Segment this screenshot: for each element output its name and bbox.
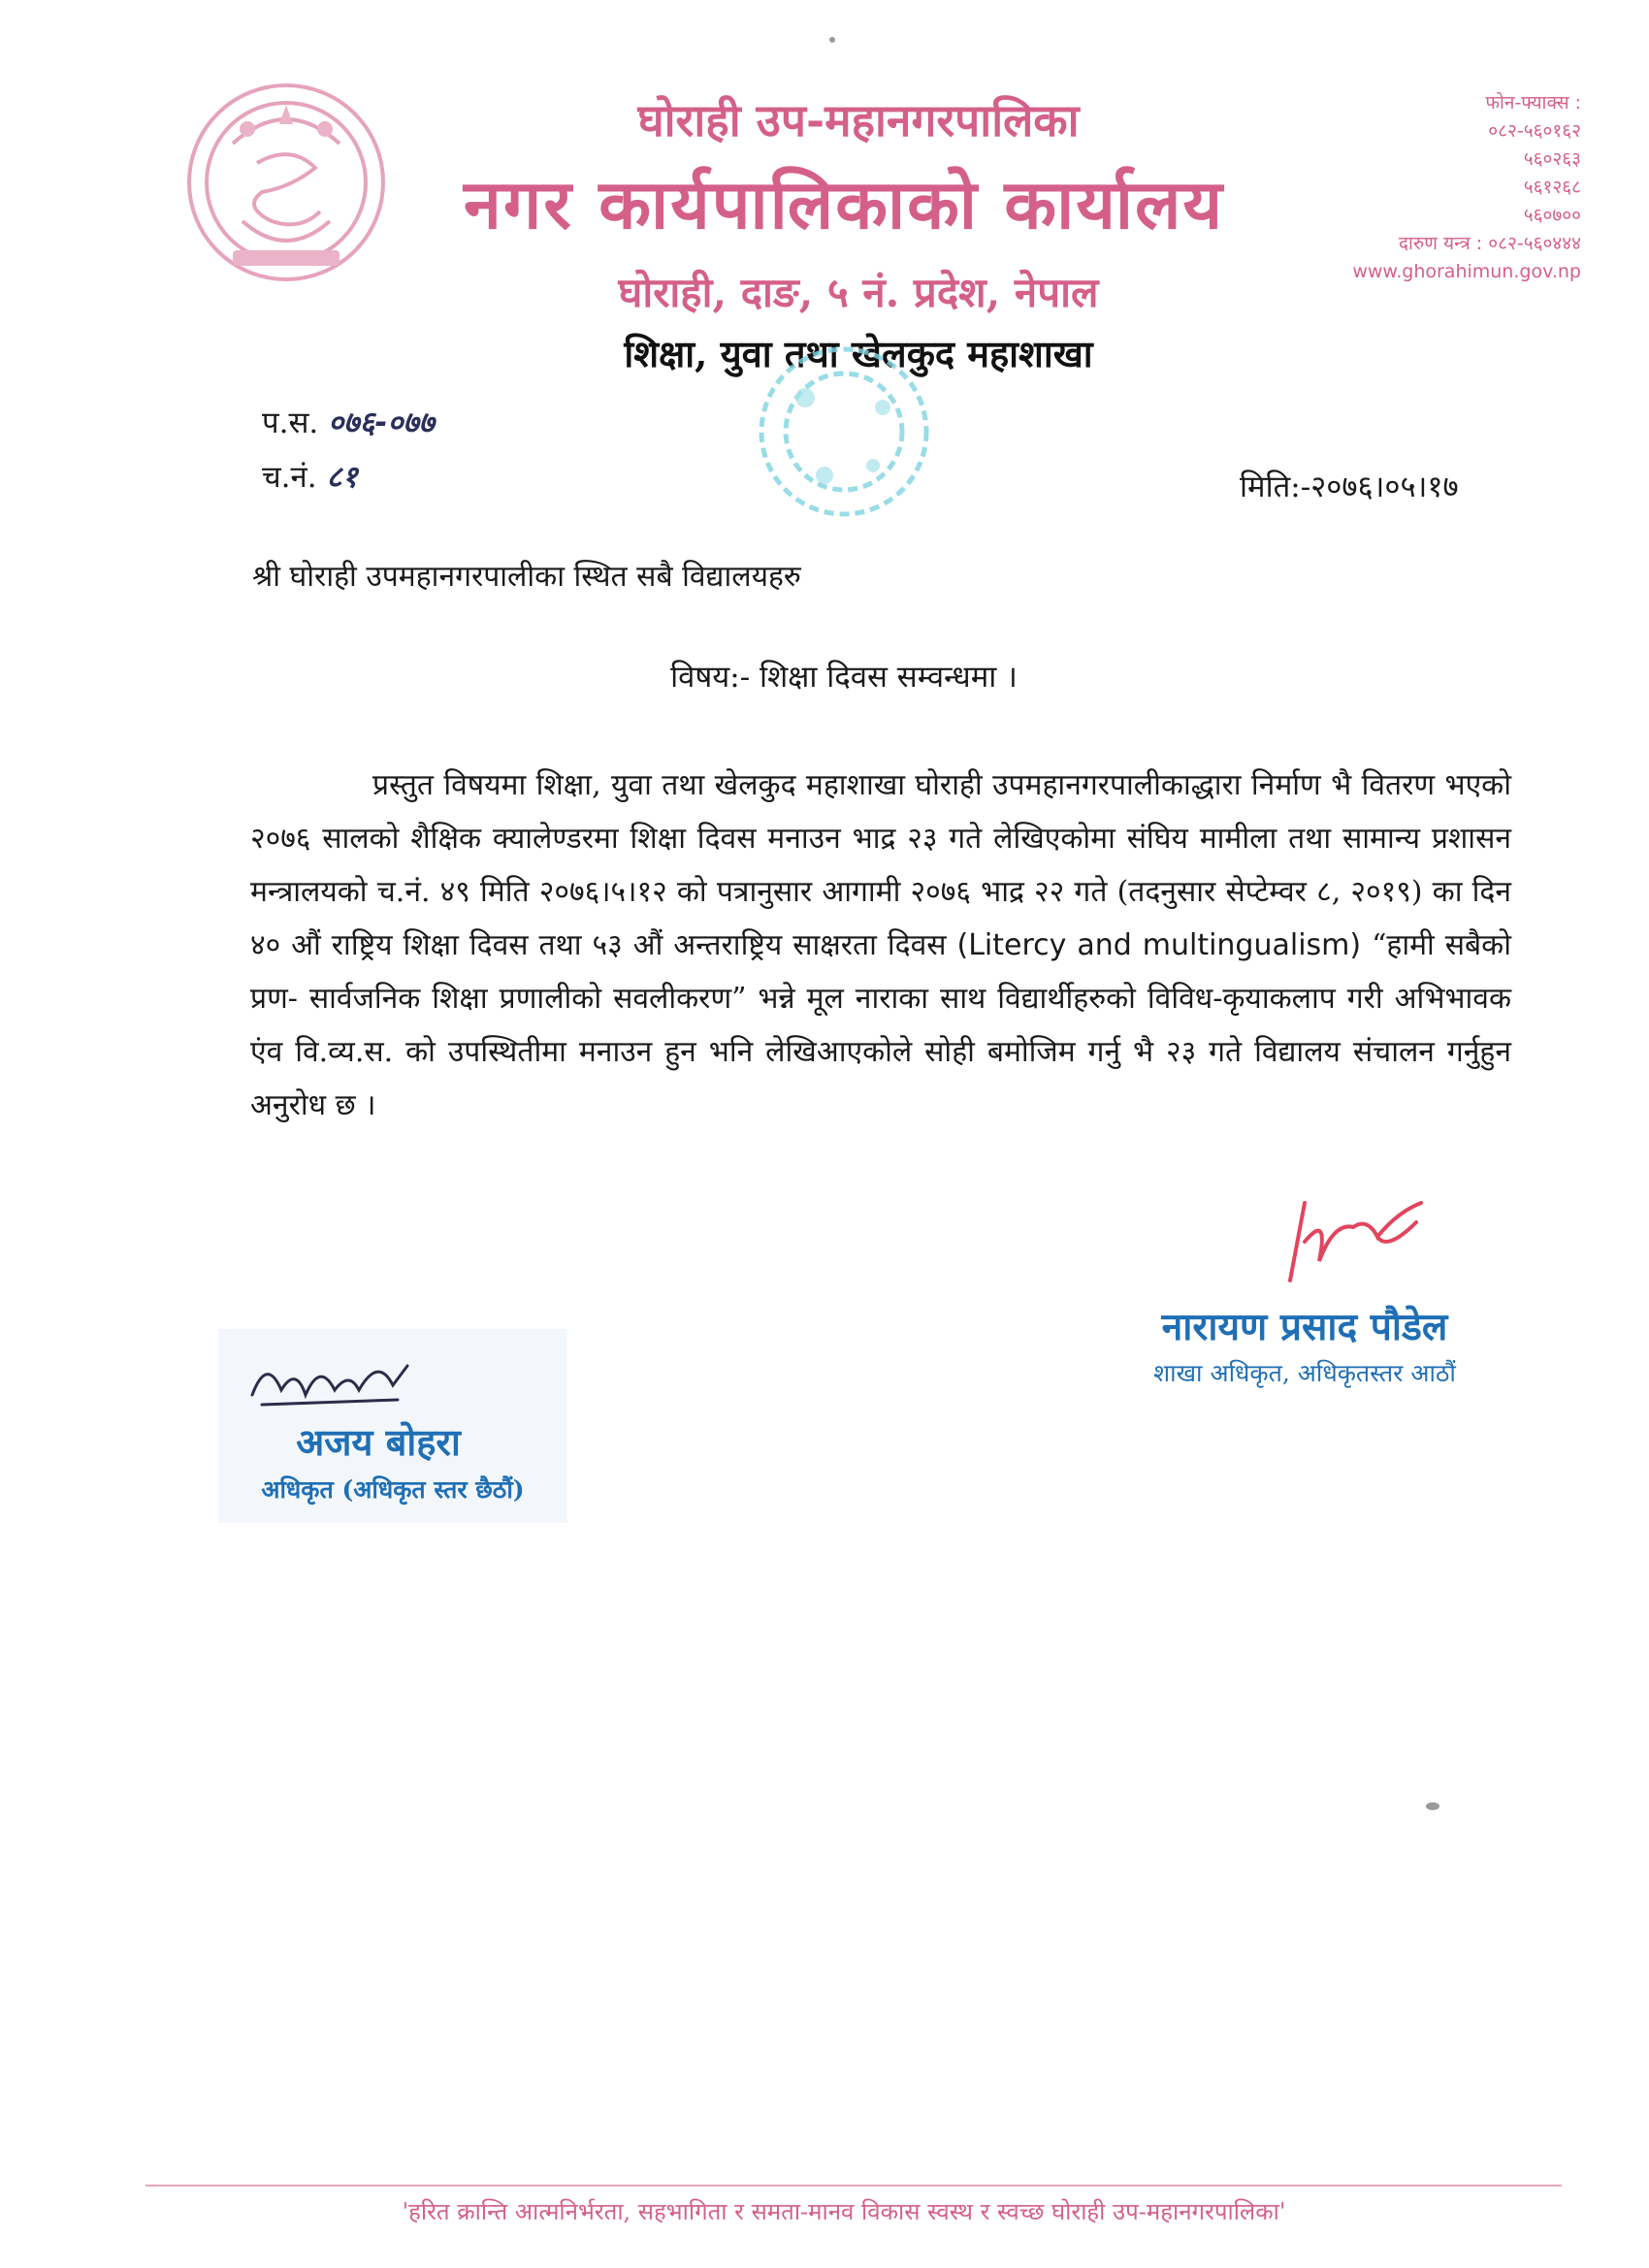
contact-phone: ५६१२६८ (1523, 177, 1581, 198)
contact-phone: ५६०७०० (1523, 205, 1581, 226)
office-title: नगर कार्यपालिकाको कार्यालय (463, 164, 1225, 244)
chalani-number (262, 450, 435, 504)
contact-phone: ०८२-५६०१६२ (1488, 120, 1581, 142)
signature-left (242, 1337, 427, 1424)
contact-emergency: दारुण यन्त्र : ०८२-५६०४४४ (1398, 233, 1581, 254)
body-theme-english: (Litercy and multingualism) (956, 928, 1362, 962)
footer-slogan: 'हरित क्रान्ति आत्मनिर्भरता, सहभागिता र समता-मानव विकास स्वस्थ र स्वच्छ घोराही उप-महानगरपालिका' (402, 2198, 1286, 2225)
signatory-left-name: अजय बोहरा (296, 1420, 461, 1464)
ps-label: प.स. (262, 405, 319, 440)
signatory-left-title: अधिकृत (अधिकृत स्तर छैठौं) (261, 1475, 525, 1504)
letter-body (250, 759, 1511, 1132)
signatory-right-title: शाखा अधिकृत, अधिकृतस्तर आठौं (1153, 1359, 1456, 1387)
office-address: घोराही, दाङ, ५ नं. प्रदेश, नेपाल (618, 269, 1099, 316)
contact-block (1352, 89, 1581, 286)
signatory-right-name: नारायण प्रसाद पौडेल (1161, 1305, 1448, 1349)
signature-right (1261, 1183, 1445, 1290)
municipality-name: घोराही उप-महानगरपालिका (637, 94, 1080, 146)
ps-value: ०७६-०७७ (328, 405, 435, 440)
contact-phone: ५६०२६३ (1523, 148, 1581, 170)
footer-divider (146, 2185, 1562, 2187)
contact-website: www.ghorahimun.gov.np (1352, 261, 1581, 282)
division-name: शिक्षा, युवा तथा खेलकुद महाशाखा (624, 332, 1093, 375)
addressee: श्री घोराही उपमहानगरपालीका स्थित सबै विद्यालयहरु (252, 560, 801, 594)
scan-speck (829, 37, 835, 43)
contact-label: फोन-फ्याक्स : (1485, 92, 1581, 113)
cn-label: च.नं. (262, 460, 317, 495)
cn-value: ८१ (326, 460, 358, 495)
letter-subject: विषय:- शिक्षा दिवस सम्वन्धमा । (670, 660, 1018, 695)
body-text-part2: “हामी सबैको प्रण- सार्वजनिक शिक्षा प्रणालीको सवलीकरण” भन्ने मूल नाराका साथ विद्यार्थीहरुको विविध-कृयाकलाप गरी अभिभावक एंव वि.व्य.स. को उपस्थितीमा मनाउन हुन भनि लेखिआएकोले सोही बमोजिम गर्नु भै २३ गते विद्यालय संचालन गर्नुहुन अनुरोध छ । (250, 928, 1511, 1122)
letter-date: मिति:-२०७६।०५।१७ (1240, 470, 1459, 504)
body-text-part1: प्रस्तुत विषयमा शिक्षा, युवा तथा खेलकुद महाशाखा घोराही उपमहानगरपालीकाद्धारा निर्माण भै वितरण भएको २०७६ सालको शैक्षिक क्यालेण्डरमा शिक्षा दिवस मनाउन भाद्र २३ गते लेखिएकोमा संघिय मामीला तथा सामान्य प्रशासन मन्त्रालयको च.नं. ४९ मिति २०७६।५।१२ को पत्रानुसार आगामी २०७६ भाद्र २२ गते (तदनुसार सेप्टेम्वर ८, २०१९) का दिन ४० औं राष्ट्रिय शिक्षा दिवस तथा ५३ औं अन्तराष्ट्रिय साक्षरता दिवस (250, 768, 1511, 962)
reference-block (262, 396, 435, 504)
patra-sankhya (262, 396, 435, 450)
scan-speck (1426, 1802, 1439, 1810)
official-stamp (718, 340, 970, 524)
